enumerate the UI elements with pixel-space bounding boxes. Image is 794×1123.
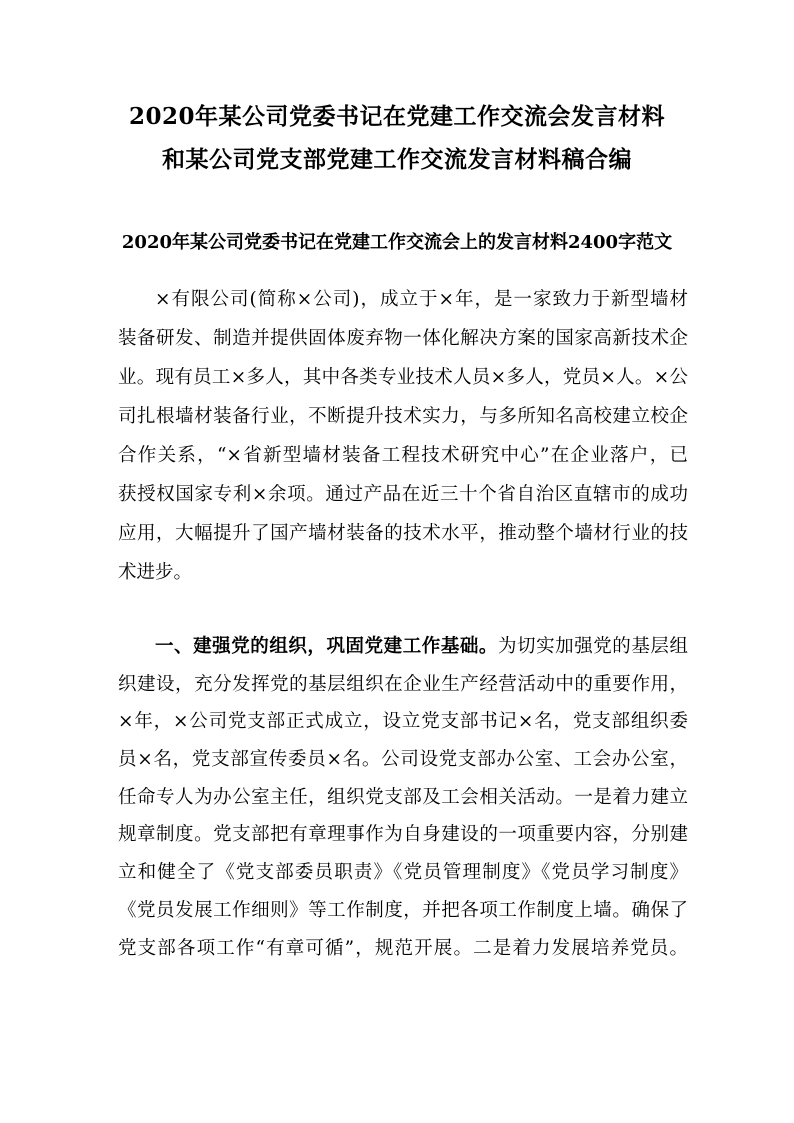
paragraph-line: 任命专人为办公室主任，组织党支部及工会相关活动。一是着力建立	[118, 786, 688, 808]
paragraph-line: 司扎根墙材装备行业，不断提升技术实力，与多所知名高校建立校企	[118, 406, 688, 427]
paragraph-line: 党支部各项工作“有章可循”，规范开展。二是着力发展培养党员。	[118, 937, 688, 959]
paragraph-line: 业。现有员工×多人，其中各类专业技术人员×多人，党员×人。×公	[118, 367, 688, 388]
paragraph-heading-continuation: 为切实加强党的基层组	[497, 636, 688, 657]
paragraph-line: ×有限公司(简称×公司)，成立于×年，是一家致力于新型墙材	[155, 289, 688, 310]
paragraph-line: 员×名，党支部宣传委员×名。公司设党支部办公室、工会办公室，	[118, 749, 688, 771]
paragraph-line: 立和健全了《党支部委员职责》《党员管理制度》《党员学习制度》	[118, 862, 688, 884]
paragraph-line: 获授权国家专利×余项。通过产品在近三十个省自治区直辖市的成功	[118, 484, 688, 505]
paragraph-line: 织建设，充分发挥党的基层组织在企业生产经营活动中的重要作用，	[118, 673, 688, 695]
paragraph-first-line	[118, 628, 688, 666]
paragraph-company-intro	[118, 280, 688, 592]
section-subtitle: 2020年某公司党委书记在党建工作交流会上的发言材料2400字范文	[121, 232, 673, 253]
paragraph-line: 规章制度。党支部把有章理事作为自身建设的一项重要内容，分别建	[118, 824, 688, 846]
paragraph-line: 应用，大幅提升了国产墙材装备的技术水平，推动整个墙材行业的技	[118, 523, 688, 544]
paragraph-line: 术进步。	[118, 562, 193, 583]
document-title-line-1: 2020年某公司党委书记在党建工作交流会发言材料	[128, 103, 665, 130]
document-title-line-2: 和某公司党支部党建工作交流发言材料稿合编	[162, 146, 632, 173]
paragraph-line: 《党员发展工作细则》等工作制度，并把各项工作制度上墙。确保了	[118, 899, 688, 921]
paragraph-line: ×年，×公司党支部正式成立，设立党支部书记×名，党支部组织委	[118, 711, 688, 733]
paragraph-line: 合作关系，“×省新型墙材装备工程技术研究中心”在企业落户，已	[118, 445, 688, 466]
paragraph-heading: 一、建强党的组织，巩固党建工作基础。	[155, 636, 498, 657]
paragraph-line: 装备研发、制造并提供固体废弃物一体化解决方案的国家高新技术企	[118, 328, 688, 349]
paragraph-party-organization	[118, 628, 688, 967]
